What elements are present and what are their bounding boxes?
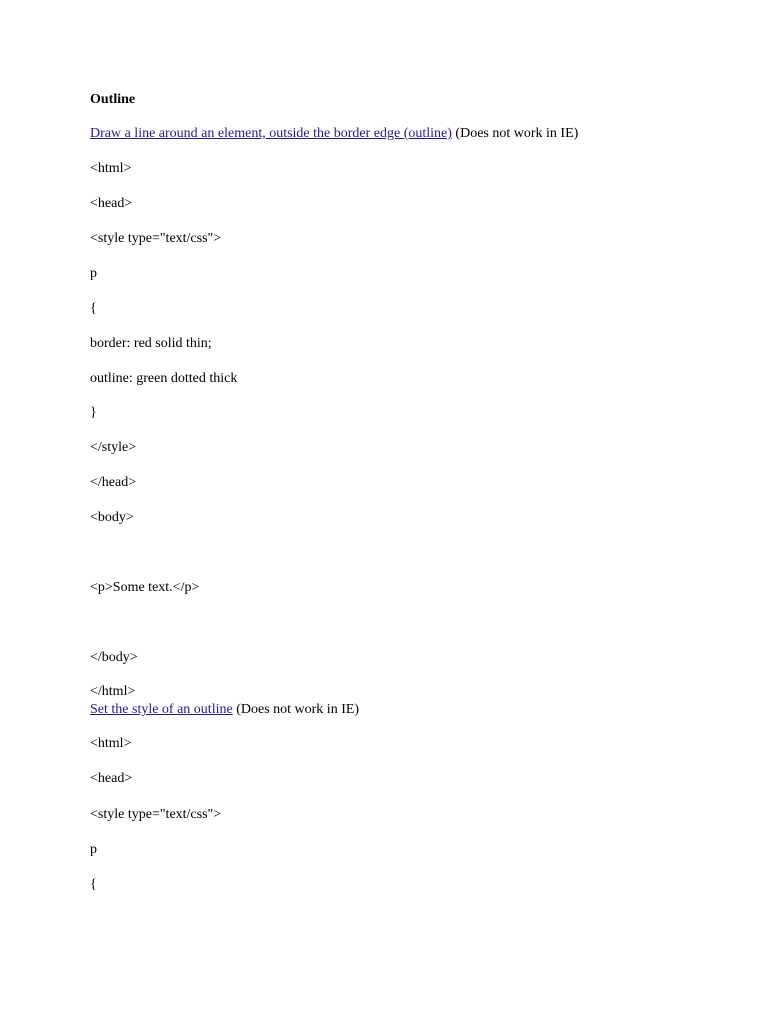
code-line: <style type="text/css"> [90, 807, 222, 822]
section1-note: (Does not work in IE) [451, 126, 579, 141]
code-line: p [90, 842, 97, 857]
code-line: <p>Some text.</p> [90, 580, 200, 595]
code-line: <style type="text/css"> [90, 231, 222, 246]
code-line: <body> [90, 510, 134, 525]
code-line: <html> [90, 161, 132, 176]
code-line: outline: green dotted thick [90, 371, 238, 386]
code-line: <html> [90, 736, 132, 751]
code-line: border: red solid thin; [90, 336, 212, 351]
code-line: { [90, 301, 97, 316]
section-heading: Outline [90, 92, 136, 107]
code-line: </body> [90, 650, 138, 665]
code-line: <head> [90, 196, 133, 211]
section1-title-line [90, 125, 578, 143]
code-line: </style> [90, 440, 137, 455]
code-line: { [90, 877, 97, 892]
section2-note: (Does not work in IE) [232, 702, 360, 717]
section2-link[interactable]: Set the style of an outline [90, 702, 233, 717]
section2-title-line [90, 701, 359, 719]
code-line: } [90, 405, 97, 420]
code-line: </html> [90, 684, 136, 699]
code-line: </head> [90, 475, 137, 490]
section1-link[interactable]: Draw a line around an element, outside the border edge (outline) [90, 126, 452, 141]
code-line: <head> [90, 771, 133, 786]
code-line: p [90, 266, 97, 281]
